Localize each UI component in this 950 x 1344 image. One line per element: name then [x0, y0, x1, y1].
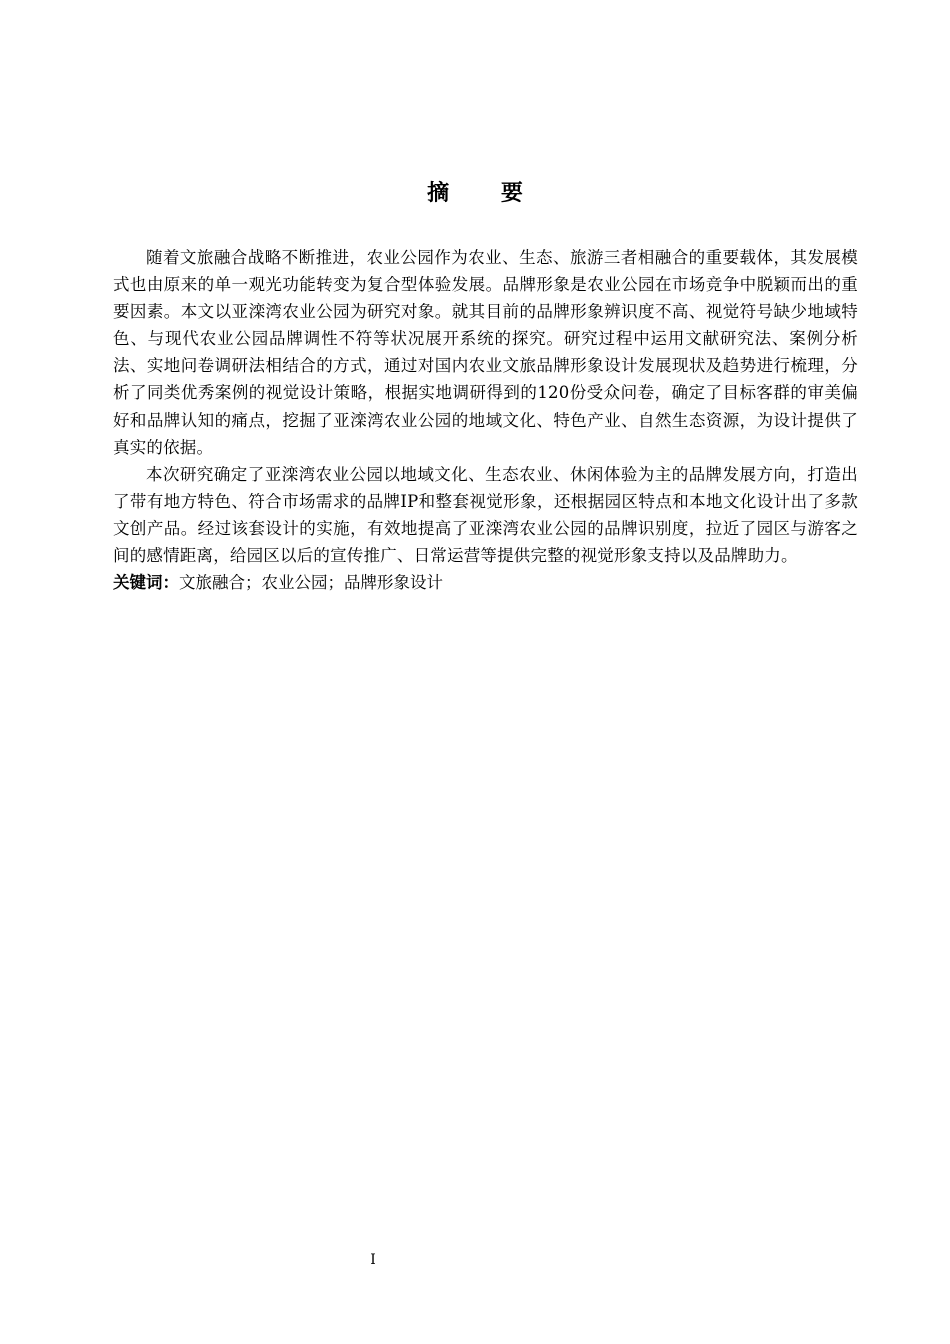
keywords-label: 关键词：: [113, 573, 179, 593]
abstract-body: [113, 244, 858, 596]
abstract-paragraph-1: 随着文旅融合战略不断推进，农业公园作为农业、生态、旅游三者相融合的重要载体，其发展模式也由原来的单一观光功能转变为复合型体验发展。品牌形象是农业公园在市场竞争中脱颖而出的重要因素。本文以亚滦湾农业公园为研究对象。就其目前的品牌形象辨识度不高、视觉符号缺少地域特色、与现代农业公园品牌调性不符等状况展开系统的探究。研究过程中运用文献研究法、案例分析法、实地问卷调研法相结合的方式，通过对国内农业文旅品牌形象设计发展现状及趋势进行梳理，分析了同类优秀案例的视觉设计策略，根据实地调研得到的120份受众问卷，确定了目标客群的审美偏好和品牌认知的痛点，挖掘了亚滦湾农业公园的地域文化、特色产业、自然生态资源，为设计提供了真实的依据。: [113, 248, 858, 457]
page-number: I: [370, 1252, 376, 1268]
keywords-line: [113, 569, 858, 596]
abstract-paragraph-2: 本次研究确定了亚滦湾农业公园以地域文化、生态农业、休闲体验为主的品牌发展方向，打造出了带有地方特色、符合市场需求的品牌IP和整套视觉形象，还根据园区特点和本地文化设计出了多款文创产品。经过该套设计的实施，有效地提高了亚滦湾农业公园的品牌识别度，拉近了园区与游客之间的感情距离，给园区以后的宣传推广、日常运营等提供完整的视觉形象支持以及品牌助力。: [113, 464, 858, 566]
keywords-text: 文旅融合；农业公园；品牌形象设计: [179, 573, 443, 593]
abstract-title: 摘 要: [427, 181, 545, 206]
